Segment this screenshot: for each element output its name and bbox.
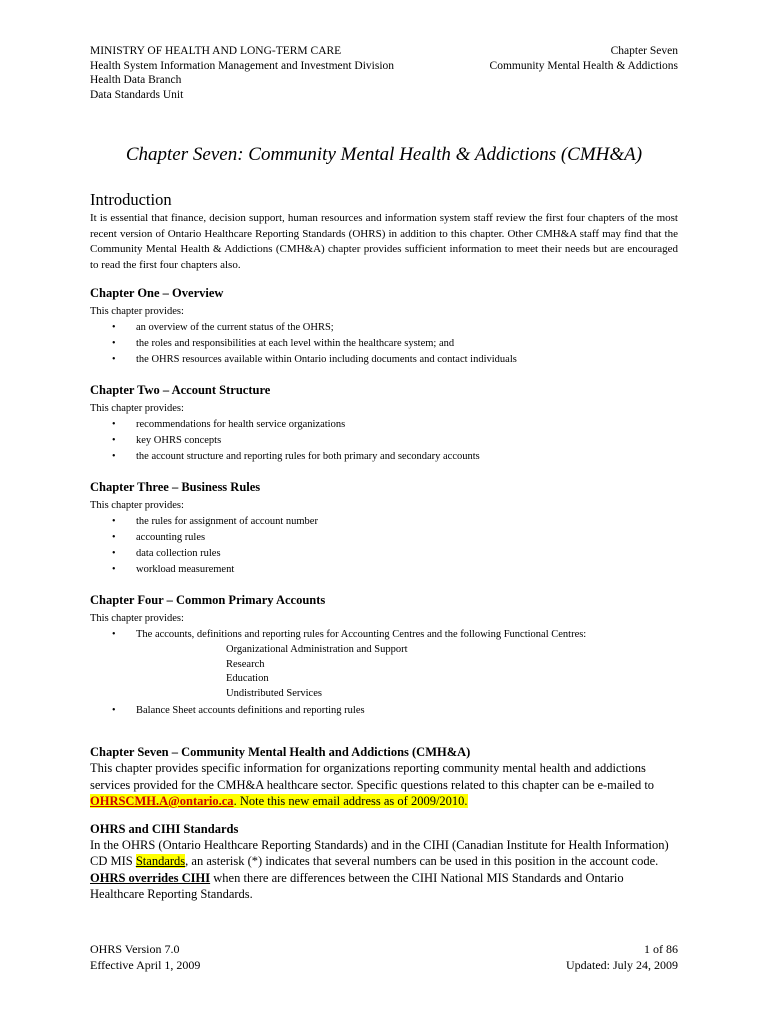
chapter-four-provides: This chapter provides: bbox=[90, 613, 184, 624]
chapter-one-provides: This chapter provides: bbox=[90, 306, 184, 317]
document-body bbox=[90, 190, 678, 903]
chapter-three-heading: Chapter Three – Business Rules bbox=[90, 480, 261, 494]
footer-right bbox=[566, 941, 678, 973]
chapter-one-list bbox=[90, 320, 678, 368]
bullet-icon: • bbox=[112, 322, 116, 333]
header-unit: Data Standards Unit bbox=[90, 88, 184, 101]
intro-heading: Introduction bbox=[90, 190, 172, 209]
intro-text: It is essential that finance, decision support, human resources and information system staff review the first four chapters of the most recent version of Ontario Healthcare Reporting Standards (OHRS) in addition to this chapter. Other CMH&A staff may find that the Community Mental Health & Addictions (CMH&A) chapter provides sufficient information to meet their needs but are encouraged to read the first four chapters also. bbox=[90, 212, 678, 271]
list-item: • recommendations for health service organizations bbox=[90, 417, 678, 433]
list-item: • key OHRS concepts bbox=[90, 433, 678, 449]
chapter-one-heading: Chapter One – Overview bbox=[90, 286, 224, 300]
bullet-icon: • bbox=[112, 516, 116, 527]
chapter-two-list bbox=[90, 417, 678, 465]
chapter-title: Chapter Seven: Community Mental Health & Addictions (CMH&A) bbox=[125, 144, 643, 165]
header-chapter: Chapter Seven bbox=[610, 45, 678, 57]
functional-centre-item: Organizational Administration and Support bbox=[226, 644, 408, 655]
chapter-four-heading: Chapter Four – Common Primary Accounts bbox=[90, 593, 326, 607]
standards-section bbox=[90, 822, 678, 903]
header-ministry: MINISTRY OF HEALTH AND LONG-TERM CARE bbox=[90, 45, 342, 57]
standards-highlight: Standards bbox=[135, 854, 186, 868]
functional-centre-item: Education bbox=[226, 673, 269, 684]
chapter-four-list bbox=[90, 627, 678, 643]
email-note: Note this new email address as of 2009/2010. bbox=[236, 794, 468, 808]
bullet-icon: • bbox=[112, 435, 116, 446]
chapter-seven-section bbox=[90, 745, 678, 810]
list-item: • Balance Sheet accounts definitions and reporting rules bbox=[90, 703, 678, 719]
list-item: • the rules for assignment of account number bbox=[90, 514, 678, 530]
standards-heading: OHRS and CIHI Standards bbox=[90, 821, 239, 836]
bullet-icon: • bbox=[112, 705, 116, 716]
list-item: • the account structure and reporting rules for both primary and secondary accounts bbox=[90, 449, 678, 465]
footer-effective: Effective April 1, 2009 bbox=[90, 958, 201, 972]
chapter-two-heading: Chapter Two – Account Structure bbox=[90, 383, 271, 397]
bullet-icon: • bbox=[112, 419, 116, 430]
bullet-icon: • bbox=[112, 338, 116, 349]
bullet-icon: • bbox=[112, 629, 116, 640]
chapter-two-section bbox=[90, 383, 678, 465]
chapter-three-section bbox=[90, 480, 678, 578]
bullet-icon: • bbox=[112, 451, 116, 462]
header-right bbox=[490, 44, 678, 73]
chapter-two-provides: This chapter provides: bbox=[90, 403, 184, 414]
chapter-seven-heading: Chapter Seven – Community Mental Health and Addictions (CMH&A) bbox=[90, 745, 471, 759]
list-item: • The accounts, definitions and reporting rules for Accounting Centres and the following Functional Centres: bbox=[90, 627, 678, 643]
header-division: Health System Information Management and Investment Division bbox=[90, 59, 395, 72]
chapter-one-section bbox=[90, 286, 678, 368]
footer-updated: Updated: July 24, 2009 bbox=[566, 958, 678, 972]
list-item: • workload measurement bbox=[90, 562, 678, 578]
chapter-seven-text: This chapter provides specific information for organizations reporting community mental health and addictions services provided for the CMH&A healthcare sector. Specific questions related to this chapter can be e-mailed to OHRSCMH.A@ontario.ca. Note this new email address as of 2009/2010. bbox=[90, 761, 655, 808]
page-number: 1 of 86 bbox=[644, 942, 678, 956]
bullet-icon: • bbox=[112, 354, 116, 365]
footer-version: OHRS Version 7.0 bbox=[90, 942, 180, 956]
header-chapter-title: Community Mental Health & Addictions bbox=[489, 59, 678, 72]
ohrs-overrides-cihi: OHRS overrides CIHI bbox=[90, 870, 211, 885]
bullet-icon: • bbox=[112, 532, 116, 543]
bullet-icon: • bbox=[112, 548, 116, 559]
list-item: • data collection rules bbox=[90, 546, 678, 562]
list-item: • accounting rules bbox=[90, 530, 678, 546]
footer-left bbox=[90, 941, 200, 973]
chapter-four-section bbox=[90, 593, 678, 719]
header-branch: Health Data Branch bbox=[90, 74, 182, 86]
standards-text: In the OHRS (Ontario Healthcare Reporting Standards) and in the CIHI (Canadian Institute for Health Information) CD MIS Standards, an asterisk (*) indicates that several numbers can be used in this position in the account code. OHRS overrides CIHI when there are differences between the CIHI National MIS Standards and Ontario Healthcare Reporting Standards. bbox=[90, 837, 669, 901]
email-highlight: OHRSCMH.A@ontario.ca. Note this new email address as of 2009/2010. bbox=[90, 794, 468, 808]
list-item: • the roles and responsibilities at each level within the healthcare system; and bbox=[90, 336, 678, 352]
list-item: • an overview of the current status of the OHRS; bbox=[90, 320, 678, 336]
contact-email-link[interactable]: OHRSCMH.A@ontario.ca bbox=[90, 794, 234, 808]
functional-centre-item: Undistributed Services bbox=[226, 687, 322, 699]
chapter-three-provides: This chapter provides: bbox=[90, 500, 184, 511]
chapter-three-list bbox=[90, 514, 678, 578]
functional-centre-item: Research bbox=[226, 658, 265, 670]
bullet-icon: • bbox=[112, 564, 116, 575]
header-left bbox=[90, 44, 394, 102]
chapter-four-list-2 bbox=[90, 703, 678, 719]
list-item: • the OHRS resources available within Ontario including documents and contact individuals bbox=[90, 352, 678, 368]
